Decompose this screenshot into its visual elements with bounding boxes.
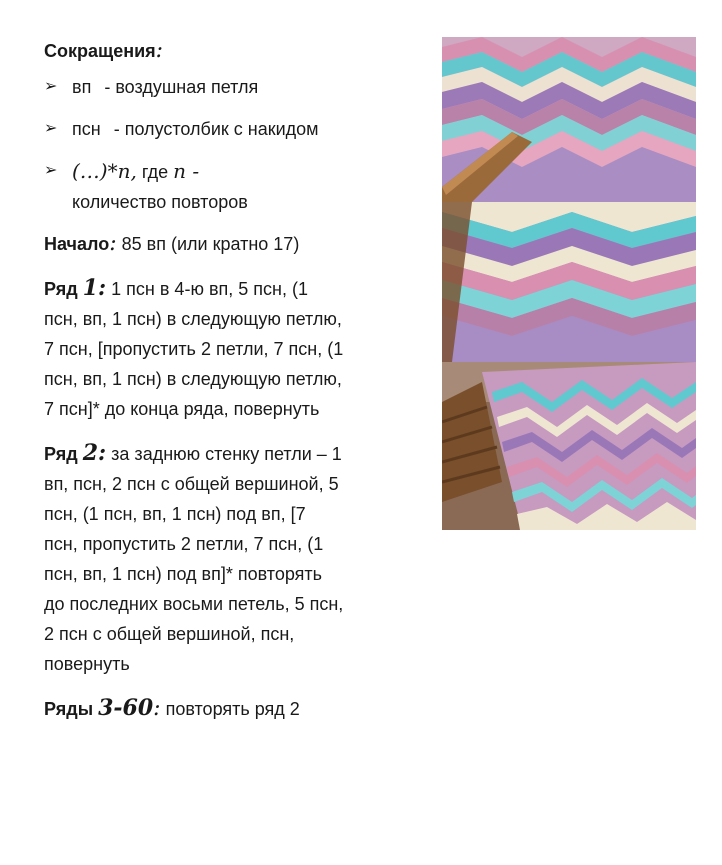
- instructions-column: [44, 36, 344, 738]
- row-1-number: 1:: [82, 275, 107, 301]
- rows-3-60-number: 3-60: [98, 695, 154, 721]
- abbreviation-definition: - воздушная петля: [104, 77, 259, 97]
- start-colon: :: [109, 231, 117, 256]
- start-text: 85 вп (или кратно 17): [121, 234, 300, 254]
- row-2-text: за заднюю стенку петли – 1 вп, псн, 2 псн с общей вершиной, 5 псн, (1 псн, вп, 1 псн) под вп, [7 псн, пропустить 2 петли, 7 псн, (1 псн, вп, 1 псн) под вп]* повторять до последних восьми петель, 5 псн, 2 псн с общей вершиной, псн, повернуть: [44, 444, 344, 674]
- row-2-label: Ряд: [44, 444, 78, 464]
- abbreviation-item: [44, 72, 344, 102]
- row-1-label: Ряд: [44, 279, 78, 299]
- abbreviation-item: [44, 156, 344, 217]
- abbreviation-definition: количество повторов: [72, 192, 248, 212]
- photo-3-image: [442, 362, 696, 530]
- photo-blanket-on-wood: [442, 37, 696, 202]
- abbreviation-term-n: n -: [173, 159, 200, 183]
- abbreviation-where: где: [141, 162, 169, 182]
- row-1-text: 1 псн в 4-ю вп, 5 псн, (1 псн, вп, 1 псн) в следующую петлю, 7 псн, [пропустить 2 петли, 7 псн, (1 псн, вп, 1 псн) в следующую петлю, 7 псн]* до конца ряда, повернуть: [44, 279, 344, 419]
- abbreviation-term: псн: [72, 119, 101, 139]
- abbreviation-term: (…)*n,: [72, 159, 137, 183]
- abbreviations-heading: [44, 36, 344, 66]
- rows-3-60-colon: :: [153, 696, 161, 721]
- start-label: Начало: [44, 234, 110, 254]
- start-paragraph: [44, 229, 344, 259]
- photo-blanket-closeup: [442, 202, 696, 362]
- abbreviation-item: [44, 114, 344, 144]
- ripple-blanket-photos: [442, 37, 696, 530]
- photo-blanket-in-basket: [442, 362, 696, 530]
- photo-2-image: [442, 202, 696, 362]
- arrow-bullet-icon: ➢: [44, 162, 58, 179]
- row-2-paragraph: [44, 438, 344, 679]
- abbreviations-heading-label: Сокращения: [44, 41, 156, 61]
- abbreviations-list: [44, 72, 344, 217]
- rows-3-60-paragraph: [44, 693, 344, 724]
- rows-3-60-label: Ряды: [44, 699, 94, 719]
- rows-3-60-text: повторять ряд 2: [165, 699, 300, 719]
- abbreviation-definition: - полустолбик с накидом: [113, 119, 319, 139]
- heading-colon: :: [155, 38, 164, 63]
- row-1-paragraph: [44, 273, 344, 424]
- row-2-number: 2:: [82, 440, 107, 466]
- arrow-bullet-icon: ➢: [44, 78, 58, 95]
- arrow-bullet-icon: ➢: [44, 120, 58, 137]
- photo-1-image: [442, 37, 696, 202]
- abbreviation-term: вп: [72, 77, 92, 97]
